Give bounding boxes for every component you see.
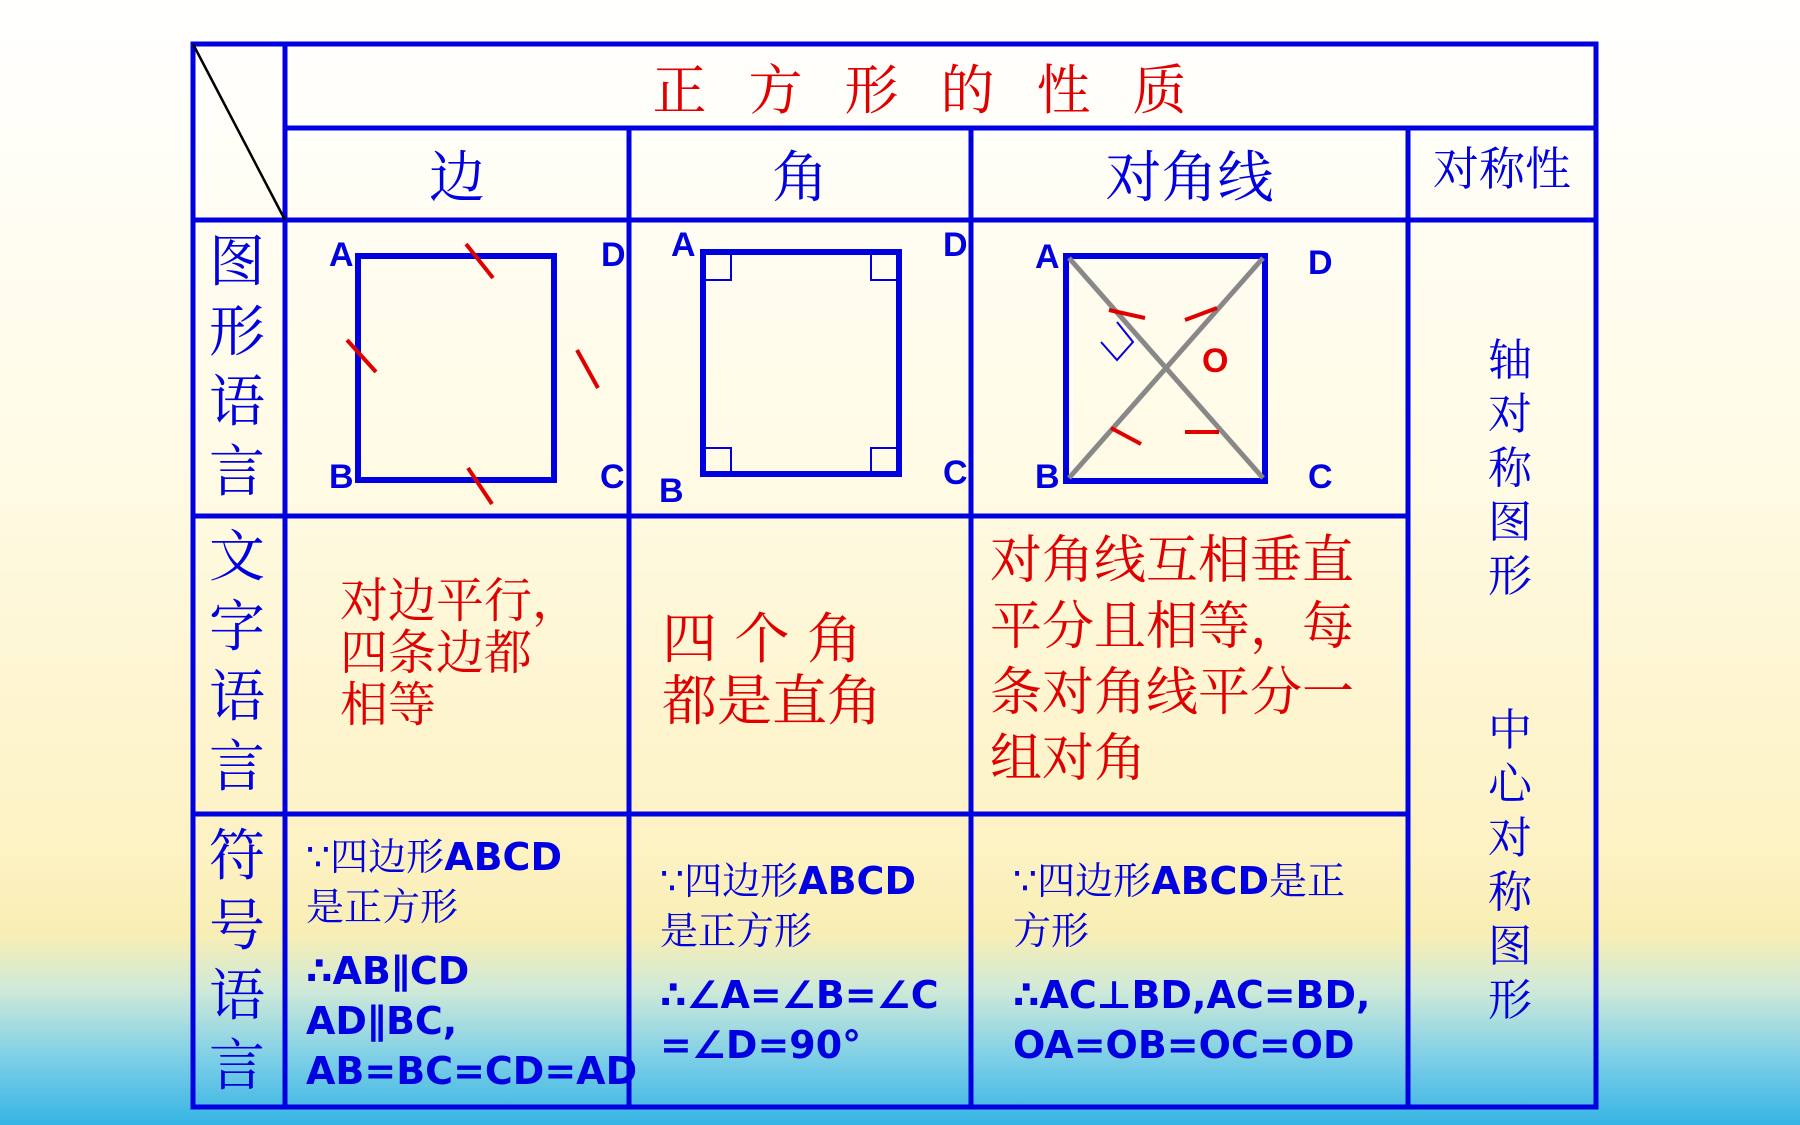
symbol-side: ∵四边形ABCD 是正方形 ∴AB∥CD AD∥BC, AB=BC=CD=AD: [306, 832, 628, 1096]
symbol-angle-conclusion: ∴∠A=∠B=∠C =∠D=90°: [660, 973, 939, 1067]
header-angle-label: 角: [772, 146, 828, 211]
symbol-angle-given: ∵四边形ABCD: [660, 859, 916, 903]
label-A: A: [671, 226, 696, 264]
header-side-label: 边: [429, 146, 485, 211]
symmetry-center: 中心对称图形: [1488, 705, 1532, 1026]
label-B: B: [1035, 458, 1060, 496]
symbol-side-conclusion: ∴AB∥CD AD∥BC, AB=BC=CD=AD: [306, 949, 638, 1093]
label-C: C: [600, 458, 625, 496]
header-side: [287, 130, 627, 218]
text-angle: 四 个 角 都是直角: [662, 607, 883, 733]
label-B: B: [659, 472, 684, 510]
label-D: D: [943, 226, 968, 264]
label-B: B: [329, 458, 354, 496]
figure-diagonal-square: [973, 222, 1406, 514]
label-A: A: [1035, 238, 1060, 276]
page-title: 正方形的性质: [652, 58, 1229, 122]
row-label-figure: 图形语言: [209, 230, 265, 505]
label-A: A: [329, 236, 354, 274]
text-side: 对边平行， 四条边都 相等: [340, 573, 581, 733]
header-symmetry-label: 对称性: [1433, 142, 1571, 196]
label-D: D: [1308, 244, 1333, 282]
label-O: O: [1202, 342, 1229, 380]
text-diagonal: 对角线互相垂直 平分且相等，每 条对角线平分一 组对角: [990, 531, 1355, 789]
title-cell: [287, 46, 1594, 126]
label-D: D: [601, 236, 626, 274]
figure-side-square: [287, 222, 627, 514]
symbol-angle: ∵四边形ABCD 是正方形 ∴∠A=∠B=∠C =∠D=90°: [660, 856, 970, 1070]
label-C: C: [1308, 458, 1333, 496]
header-diagonal: [973, 130, 1406, 218]
label-C: C: [943, 454, 968, 492]
row-label-symbol: 符号语言: [209, 824, 265, 1099]
header-diagonal-label: 对角线: [1105, 146, 1274, 211]
header-angle: [631, 130, 969, 218]
symmetry-axis: 轴对称图形: [1488, 335, 1532, 602]
figure-angle-square: [631, 222, 969, 514]
symbol-side-given: ∵四边形ABCD: [306, 835, 562, 879]
header-symmetry: [1410, 130, 1594, 202]
symbol-diagonal-conclusion: ∴AC⊥BD,AC=BD, OA=OB=OC=OD: [1013, 973, 1371, 1067]
row-label-text: 文字语言: [209, 525, 265, 800]
symbol-diagonal-given: ∵四边形ABCD是正: [1013, 859, 1346, 903]
symbol-diagonal: ∵四边形ABCD是正 方形 ∴AC⊥BD,AC=BD, OA=OB=OC=OD: [1013, 856, 1405, 1070]
